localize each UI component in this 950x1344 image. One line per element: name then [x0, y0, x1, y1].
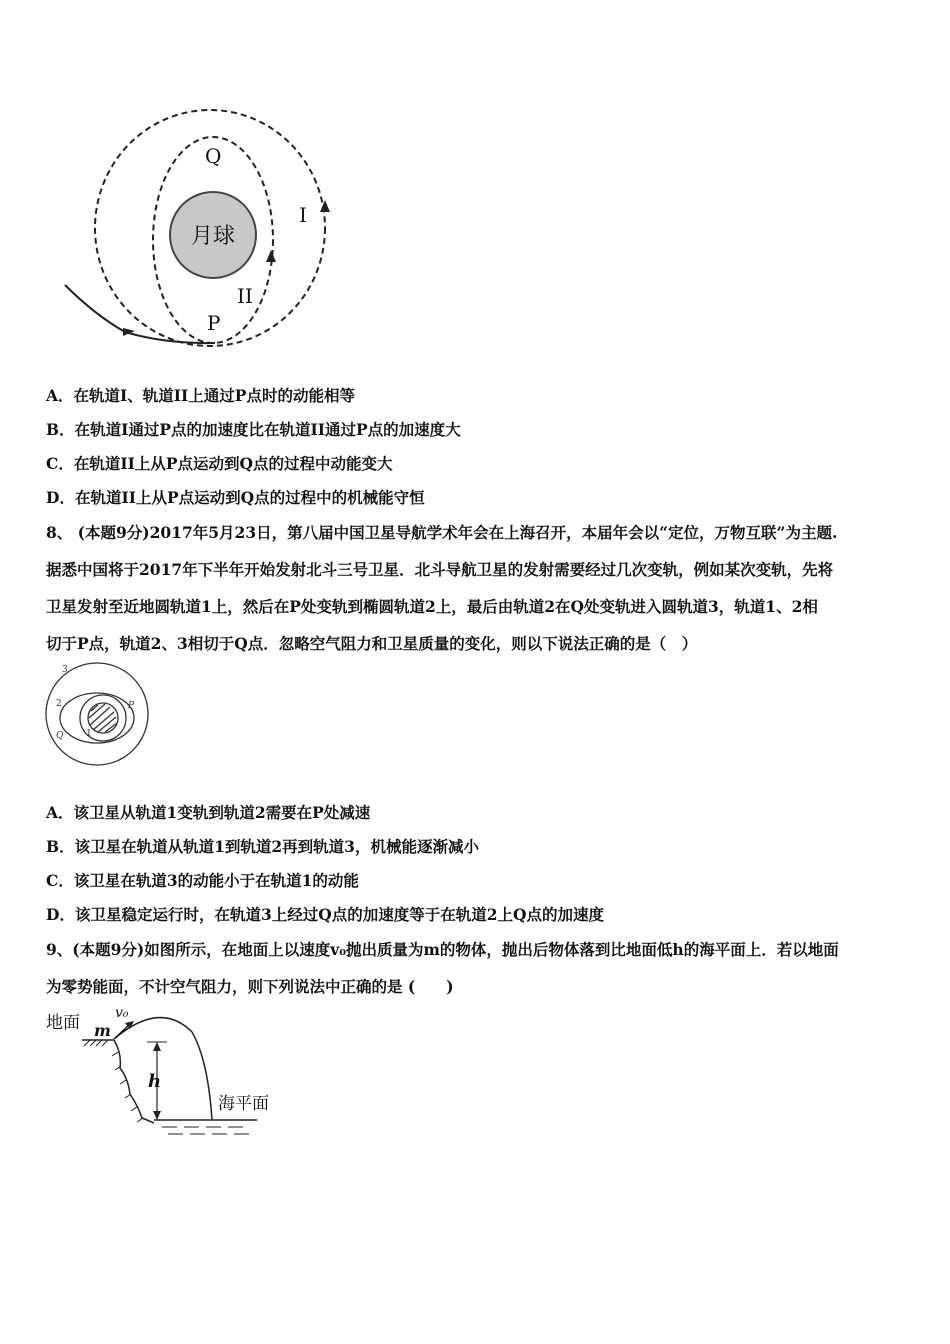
label-ii: II: [237, 284, 253, 308]
height-label: h: [148, 1071, 162, 1092]
q8-stem-line-1: 8、 (本题9分)2017年5月23日，第八届中国卫星导航学术年会在上海召开，本届年会以“定位，万物互联”为主题.: [46, 523, 838, 542]
satellite-orbit-figure: [42, 662, 152, 767]
cliff-hatch: [112, 1052, 143, 1122]
velocity-label: v₀: [115, 1005, 129, 1021]
sea-label: 海平面: [218, 1094, 269, 1114]
height-arrow-bottom: [153, 1111, 161, 1120]
q7-option-b: B．在轨道I通过P点的加速度比在轨道II通过P点的加速度大: [46, 420, 461, 439]
trajectory: [114, 1018, 212, 1120]
q7-option-c: C．在轨道II上从P点运动到Q点的过程中动能变大: [46, 454, 393, 473]
q8-option-d: D．该卫星稳定运行时，在轨道3上经过Q点的加速度等于在轨道2上Q点的加速度: [46, 905, 605, 924]
mass-label: m: [94, 1021, 111, 1040]
q8-option-b: B．该卫星在轨道从轨道1到轨道2再到轨道3，机械能逐渐减小: [46, 837, 479, 856]
q8-option-a: A．该卫星从轨道1变轨到轨道2需要在P处减速: [46, 803, 371, 822]
ground-label: 地面: [46, 1013, 80, 1033]
q7-option-a: A．在轨道I、轨道II上通过P点时的动能相等: [46, 386, 355, 405]
moon-label: 月球: [190, 224, 236, 249]
ground-hatch: [84, 1040, 108, 1046]
orbit-3-label: 3: [62, 665, 68, 675]
orbit-1-label: 1: [86, 729, 92, 739]
q8-stem-line-4: 切于P点，轨道2、3相切于Q点．忽略空气阻力和卫星质量的变化，则以下说法正确的是（ ）: [46, 634, 698, 653]
cliff-projectile-figure: [42, 1002, 287, 1147]
q7-option-d: D．在轨道II上从P点运动到Q点的过程中的机械能守恒: [46, 488, 425, 507]
orbit-ii-arrow: [266, 250, 276, 262]
height-arrow-top: [153, 1042, 161, 1051]
q8-option-c: C．该卫星在轨道3的动能小于在轨道1的动能: [46, 871, 359, 890]
approach-trajectory: [65, 285, 215, 343]
q9-stem-line-2: 为零势能面，不计空气阻力，则下列说法中正确的是 ( ): [46, 977, 454, 996]
lunar-orbit-figure: [55, 100, 345, 365]
q8-stem-line-2: 据悉中国将于2017年下半年开始发射北斗三号卫星．北斗导航卫星的发射需要经过几次变轨，例如某次变轨，先将: [46, 560, 834, 579]
q9-stem-line-1: 9、(本题9分)如图所示，在地面上以速度v₀抛出质量为m的物体，抛出后物体落到比地面低h的海平面上．若以地面: [46, 940, 839, 959]
orbit-2-label: 2: [56, 699, 62, 709]
label-p: P: [207, 311, 221, 335]
point-q-label: Q: [56, 731, 64, 741]
sea-waves: [162, 1127, 249, 1134]
label-q: Q: [205, 144, 222, 168]
q8-stem-line-3: 卫星发射至近地圆轨道1上，然后在P处变轨到椭圆轨道2上，最后由轨道2在Q处变轨进入圆轨道3，轨道1、2相: [46, 597, 818, 616]
label-i: I: [299, 203, 307, 227]
point-p-label: P: [128, 701, 135, 711]
